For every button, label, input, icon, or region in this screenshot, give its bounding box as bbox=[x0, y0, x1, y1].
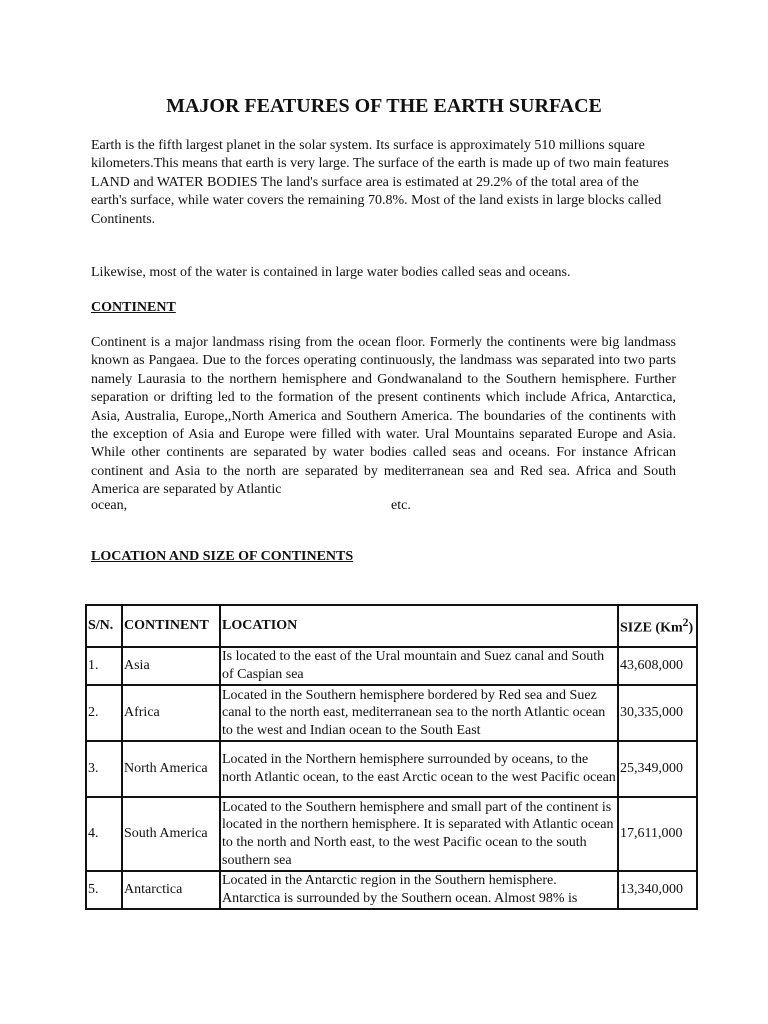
cell-continent: Africa bbox=[122, 685, 220, 741]
cell-size: 13,340,000 bbox=[618, 871, 697, 909]
header-sn: S/N. bbox=[86, 605, 122, 647]
continent-paragraph: Continent is a major landmass rising from the ocean floor. Formerly the continents were big landmass known as Pangaea. Due to the forces operating continuously, the landmass was separated into two parts namely Laurasia to the northern hemisphere and Gondwanaland to the Southern hemisphere. Further separation or drifting led to the formation of the present continents which include Africa, Antarctica, Asia, Australia, Europe,,North America and Southern America. The boundaries of the continents with the exception of Asia and Europe were filled with water. Ural Mountains separated Europe and Asia. While other continents are separated by water bodies called seas and oceans. For instance African continent and Asia to the north are separated by mediterranean sea and Red sea. Africa and South America are separated by Atlantic bbox=[91, 335, 676, 498]
cell-sn: 5. bbox=[86, 871, 122, 909]
page-title: MAJOR FEATURES OF THE EARTH SURFACE bbox=[166, 95, 602, 117]
cell-continent: Antarctica bbox=[122, 871, 220, 909]
cell-sn: 3. bbox=[86, 741, 122, 797]
cell-location: Is located to the east of the Ural mountain and Suez canal and South of Caspian sea bbox=[220, 647, 618, 685]
continent-paragraph-etc: etc. bbox=[391, 498, 411, 513]
cell-location-text: Located in the Antarctic region in the Southern hemisphere. Antarctica is surrounded by the Southern ocean. Almost 98% is bbox=[222, 873, 578, 906]
continent-heading: CONTINENT bbox=[91, 300, 176, 315]
header-size-label: SIZE (Km bbox=[620, 621, 683, 637]
cell-size: 43,608,000 bbox=[618, 647, 697, 685]
table-row bbox=[86, 871, 697, 909]
cell-sn: 1. bbox=[86, 647, 122, 685]
header-continent: CONTINENT bbox=[122, 605, 220, 647]
header-size-close: ) bbox=[688, 621, 694, 637]
intro-paragraph: Earth is the fifth largest planet in the solar system. Its surface is approximately 510 millions square kilometers.This means that earth is very large. The surface of the earth is made up of two main features LAND and WATER BODIES The land's surface area is estimated at 29.2% of the total area of the earth's surface, while water covers the remaining 70.8%. Most of the land exists in large blocks called Continents. bbox=[91, 138, 669, 227]
location-heading: LOCATION AND SIZE OF CONTINENTS bbox=[91, 549, 354, 564]
cell-location: Located in the Northern hemisphere surrounded by oceans, to the north Atlantic ocean, to the east Arctic ocean to the west Pacific ocean bbox=[220, 741, 618, 797]
cell-size: 30,335,000 bbox=[618, 685, 697, 741]
cell-size: 17,611,000 bbox=[618, 797, 697, 871]
cell-sn: 4. bbox=[86, 797, 122, 871]
continent-paragraph-end: ocean, bbox=[91, 498, 128, 513]
cell-location: Located to the Southern hemisphere and small part of the continent is located in the northern hemisphere. It is separated with Atlantic ocean to the north and North east, to the west Pacific ocean to the south southern sea bbox=[220, 797, 618, 871]
cell-continent: South America bbox=[122, 797, 220, 871]
table-row bbox=[86, 797, 697, 871]
table-row bbox=[86, 647, 697, 685]
table-row bbox=[86, 685, 697, 741]
header-size-superscript: 2 bbox=[682, 616, 689, 630]
continent-paragraph-ending bbox=[91, 497, 431, 515]
table-row bbox=[86, 741, 697, 797]
header-location: LOCATION bbox=[220, 605, 618, 647]
water-paragraph: Likewise, most of the water is contained in large water bodies called seas and oceans. bbox=[91, 265, 571, 280]
cell-location: Located in the Southern hemisphere bordered by Red sea and Suez canal to the north east, mediterranean sea to the north Atlantic ocean to the west and Indian ocean to the South East bbox=[220, 685, 618, 741]
header-size bbox=[618, 605, 697, 647]
cell-continent: Asia bbox=[122, 647, 220, 685]
continents-table bbox=[85, 604, 698, 910]
cell-size: 25,349,000 bbox=[618, 741, 697, 797]
cell-continent: North America bbox=[122, 741, 220, 797]
cell-sn: 2. bbox=[86, 685, 122, 741]
cell-location bbox=[220, 871, 618, 909]
table-header-row bbox=[86, 605, 697, 647]
